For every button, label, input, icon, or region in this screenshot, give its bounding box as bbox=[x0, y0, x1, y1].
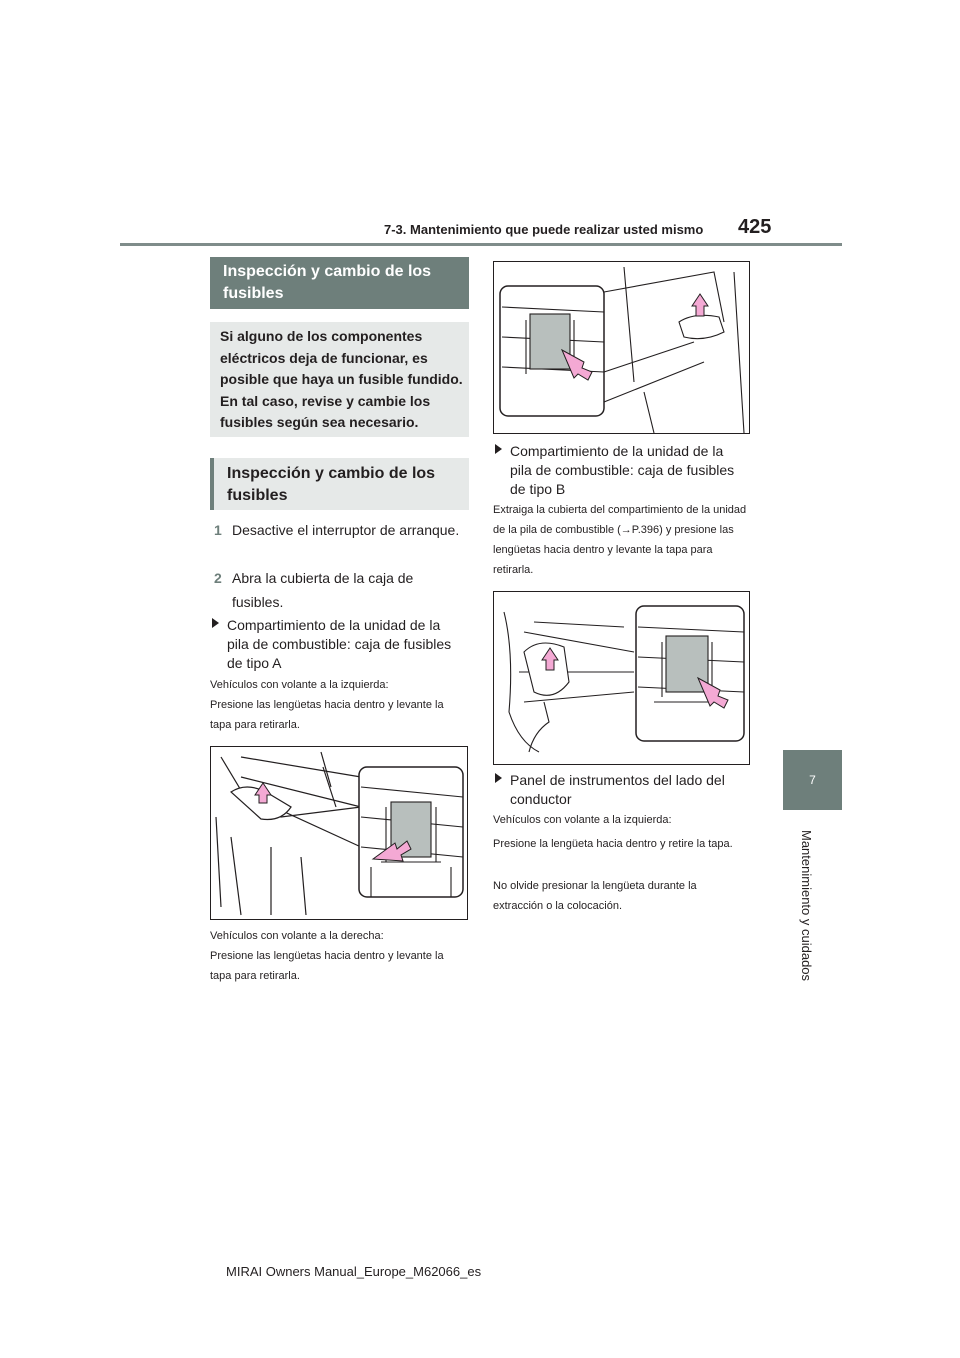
fusebox-b-bottom-illustration bbox=[494, 592, 749, 764]
fusebox-b-top-illustration bbox=[494, 262, 749, 433]
bullet-triangle-icon bbox=[495, 773, 502, 783]
type-b-text: Extraiga la cubierta del compartimiento de la unidad de la pila de combustible (→P.396) y presione las lengüetas hacia dentro y levante la tapa para retirarla. bbox=[493, 504, 747, 576]
chapter-number: 7 bbox=[809, 773, 816, 787]
page-number: 425 bbox=[738, 216, 772, 238]
step-2 bbox=[214, 566, 462, 614]
fusebox-a-lhd-illustration bbox=[211, 747, 467, 919]
lhd-text: Presione las lengüetas hacia dentro y levante la tapa para retirarla. bbox=[210, 699, 444, 731]
figure-fusebox-a-lhd bbox=[210, 746, 468, 920]
intro-box: Si alguno de los componentes eléctricos deja de funcionar, es posible que haya un fusible fundido. En tal caso, revise y cambie los fusibles según sea necesario. bbox=[210, 322, 469, 437]
bullet-triangle-icon bbox=[212, 618, 219, 628]
figure-fusebox-b-bottom bbox=[493, 591, 750, 765]
step-text: Abra la cubierta de la caja de fusibles. bbox=[232, 570, 414, 610]
rhd-label: Vehículos con volante a la derecha: bbox=[210, 930, 384, 942]
rhd-text: Presione las lengüetas hacia dentro y levante la tapa para retirarla. bbox=[210, 950, 444, 982]
chapter-tab bbox=[783, 750, 842, 810]
panel-text-2: No olvide presionar la lengüeta durante la extracción o la colocación. bbox=[493, 880, 697, 912]
panel-lhd-label: Vehículos con volante a la izquierda: bbox=[493, 814, 672, 826]
lhd-label: Vehículos con volante a la izquierda: bbox=[210, 679, 389, 691]
main-heading: Inspección y cambio de los fusibles bbox=[210, 257, 469, 309]
footer-manual-id: MIRAI Owners Manual_Europe_M62066_es bbox=[226, 1264, 482, 1279]
figure-fusebox-b-top bbox=[493, 261, 750, 434]
bullet-triangle-icon bbox=[495, 444, 502, 454]
step-number: 1 bbox=[214, 522, 222, 538]
panel-text-1: Presione la lengüeta hacia dentro y retire la tapa. bbox=[493, 838, 733, 850]
chapter-side-label: Mantenimiento y cuidados bbox=[799, 830, 814, 982]
bullet-panel: Panel de instrumentos del lado del conductor bbox=[495, 771, 745, 809]
header-section-title: 7-3. Mantenimiento que puede realizar usted mismo bbox=[384, 222, 704, 237]
bullet-type-a: Compartimiento de la unidad de la pila de combustible: caja de fusibles de tipo A bbox=[212, 616, 462, 673]
step-1 bbox=[214, 518, 462, 542]
step-number: 2 bbox=[214, 570, 222, 586]
bullet-type-b: Compartimiento de la unidad de la pila de combustible: caja de fusibles de tipo B bbox=[495, 442, 745, 499]
sub-heading: Inspección y cambio de los fusibles bbox=[210, 458, 469, 510]
step-text: Desactive el interruptor de arranque. bbox=[232, 522, 460, 538]
header-rule bbox=[120, 243, 842, 246]
